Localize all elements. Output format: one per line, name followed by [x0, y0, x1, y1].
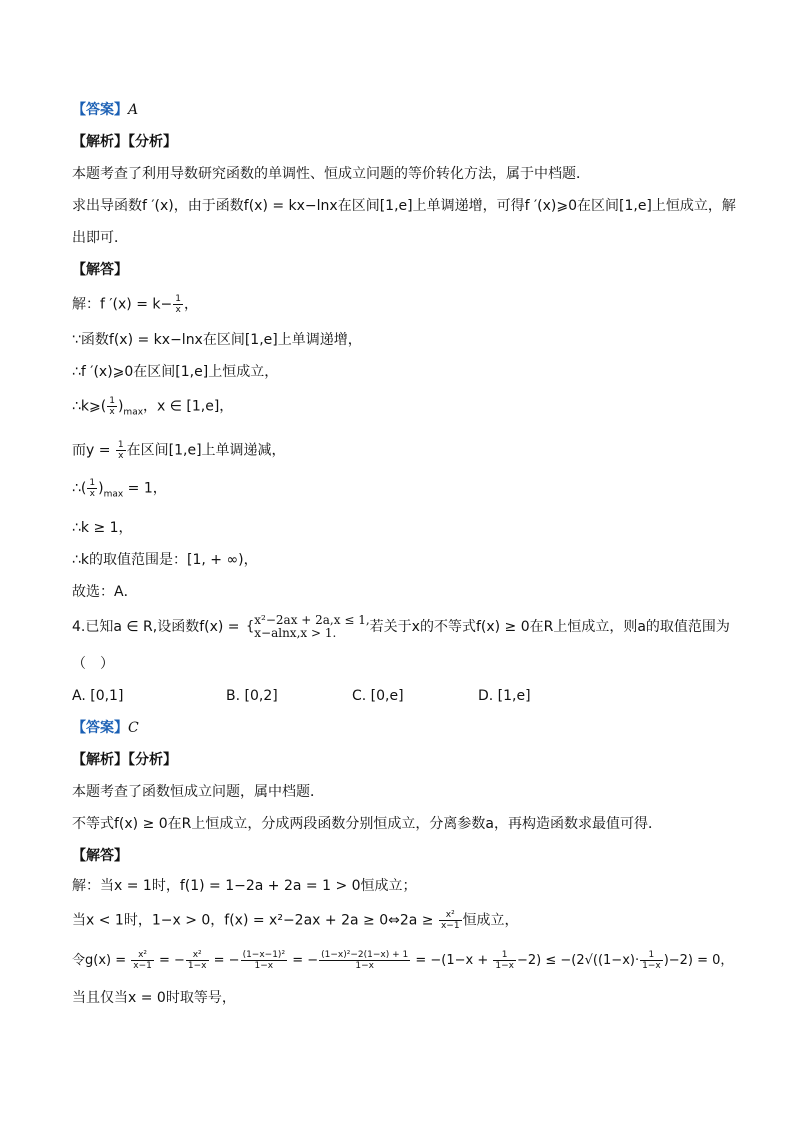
answer-label: 【答案】 — [72, 102, 128, 118]
analysis-heading-1: 【解析】【分析】 — [72, 134, 177, 150]
solution-step-4: ∴k⩾( $\frac{1}{x}$ )$_{max}$，x ∈ [1,e]， — [72, 396, 234, 418]
analysis-paragraph-2a: 求出导函数f ′(x)，由于函数f(x) = kx−lnx在区间[1,e]上单调递增，可得f ′(x)⩾0在区间[1,e]上恒成立，解 — [72, 198, 736, 214]
solution-heading-1: 【解答】 — [72, 262, 128, 278]
solution-heading-2: 【解答】 — [72, 848, 128, 864]
answer-value: A — [128, 102, 139, 118]
fraction: $\frac{1}{1-x}$ — [642, 950, 661, 971]
answer-line-2 — [72, 718, 139, 738]
fraction: $\frac{1}{1-x}$ — [495, 950, 514, 971]
fraction: $\frac{\text{x²}}{x-1}$ — [133, 950, 152, 971]
option-c[interactable]: C. [0,e] — [352, 688, 404, 704]
solution-step-5: 而y = $\frac{1}{x}$ 在区间[1,e]上单调递减， — [72, 440, 286, 461]
solution-step-1: 解：f ′(x) = k− $\frac{1}{x}$ ， — [72, 294, 198, 315]
question-4-paren: （ ） — [72, 656, 114, 672]
solution-step-8: ∴k的取值范围是：[1, + ∞)， — [72, 552, 258, 568]
fraction: $\frac{\text{(1−x−1)²}}{1-x}$ — [242, 950, 286, 971]
solution-step-7: ∴k ≥ 1， — [72, 520, 133, 536]
solution-step-3: ∴f ′(x)⩾0在区间[1,e]上恒成立， — [72, 364, 279, 380]
option-a[interactable]: A. [0,1] — [72, 688, 124, 704]
fraction: $\frac{1}{x}$ — [109, 396, 115, 417]
answer-label: 【答案】 — [72, 720, 128, 736]
option-d[interactable]: D. [1,e] — [478, 688, 531, 704]
fraction: $\frac{1}{x}$ — [89, 478, 96, 499]
piecewise-brace: { — [245, 619, 255, 634]
analysis-paragraph-4: 不等式f(x) ≥ 0在R上恒成立，分成两段函数分别恒成立，分离参数a，再构造函数求最值可得． — [72, 816, 662, 832]
solution2-step-4: 当且仅当x = 0时取等号， — [72, 990, 236, 1006]
solution2-step-2: 当x < 1时，1−x > 0，f(x) = x²−2ax + 2a ≥ 0⇔2a ≥ $\frac{\text{x²}}{x-1}$ 恒成立， — [72, 910, 519, 931]
solution2-step-3: 令g(x) = $\frac{\text{x²}}{x-1}$ = − $\frac{\text{x²}}{1-x}$ = − $\frac{\text{(1−x−1)²}}{1-x}$ = − $\frac{\text{(1−x)²−2(1−x) + 1}}{1-x}$ = −(1−x + $\frac{1}{1-x}$ −2) ≤ −(2√((1−x)· $\frac{1}{1-x}$ )−2) = 0， — [72, 950, 734, 971]
fraction: $\frac{\text{(1−x)²−2(1−x) + 1}}{1-x}$ — [321, 950, 409, 971]
solution-step-9: 故选：A． — [72, 584, 138, 600]
answer-line-1 — [72, 100, 138, 120]
analysis-paragraph-3: 本题考查了函数恒成立问题，属中档题． — [72, 784, 324, 800]
step-text: 解：f ′(x) = k− — [72, 296, 173, 313]
question-4: 4.已知a ∈ R,设函数f(x) = { x²−2ax + 2a,x ≤ 1, x−alnx,x > 1. 若关于x的不等式f(x) ≥ 0在R上恒成立，则a的取值范围为 — [72, 613, 730, 640]
fraction: $\frac{\text{x²}}{1-x}$ — [187, 950, 207, 971]
option-b[interactable]: B. [0,2] — [226, 688, 278, 704]
analysis-paragraph-2b: 出即可． — [72, 230, 128, 246]
solution2-step-1: 解：当x = 1时，f(1) = 1−2a + 2a = 1 > 0恒成立； — [72, 878, 417, 894]
answer-value: C — [128, 720, 139, 736]
solution-step-6: ∴( $\frac{1}{x}$ )$_{max} = 1$， — [72, 478, 167, 500]
solution-step-2: ∵函数f(x) = kx−lnx在区间[1,e]上单调递增， — [72, 332, 362, 348]
fraction: $\frac{\text{x²}}{x-1}$ — [440, 910, 460, 931]
piecewise-cases: x²−2ax + 2a,x ≤ 1, x−alnx,x > 1. — [254, 613, 370, 640]
fraction: $\frac{1}{x}$ — [175, 294, 181, 315]
analysis-heading-2: 【解析】【分析】 — [72, 752, 177, 768]
fraction: $\frac{1}{x}$ — [117, 440, 124, 461]
analysis-paragraph-1: 本题考查了利用导数研究函数的单调性、恒成立问题的等价转化方法，属于中档题． — [72, 166, 590, 182]
